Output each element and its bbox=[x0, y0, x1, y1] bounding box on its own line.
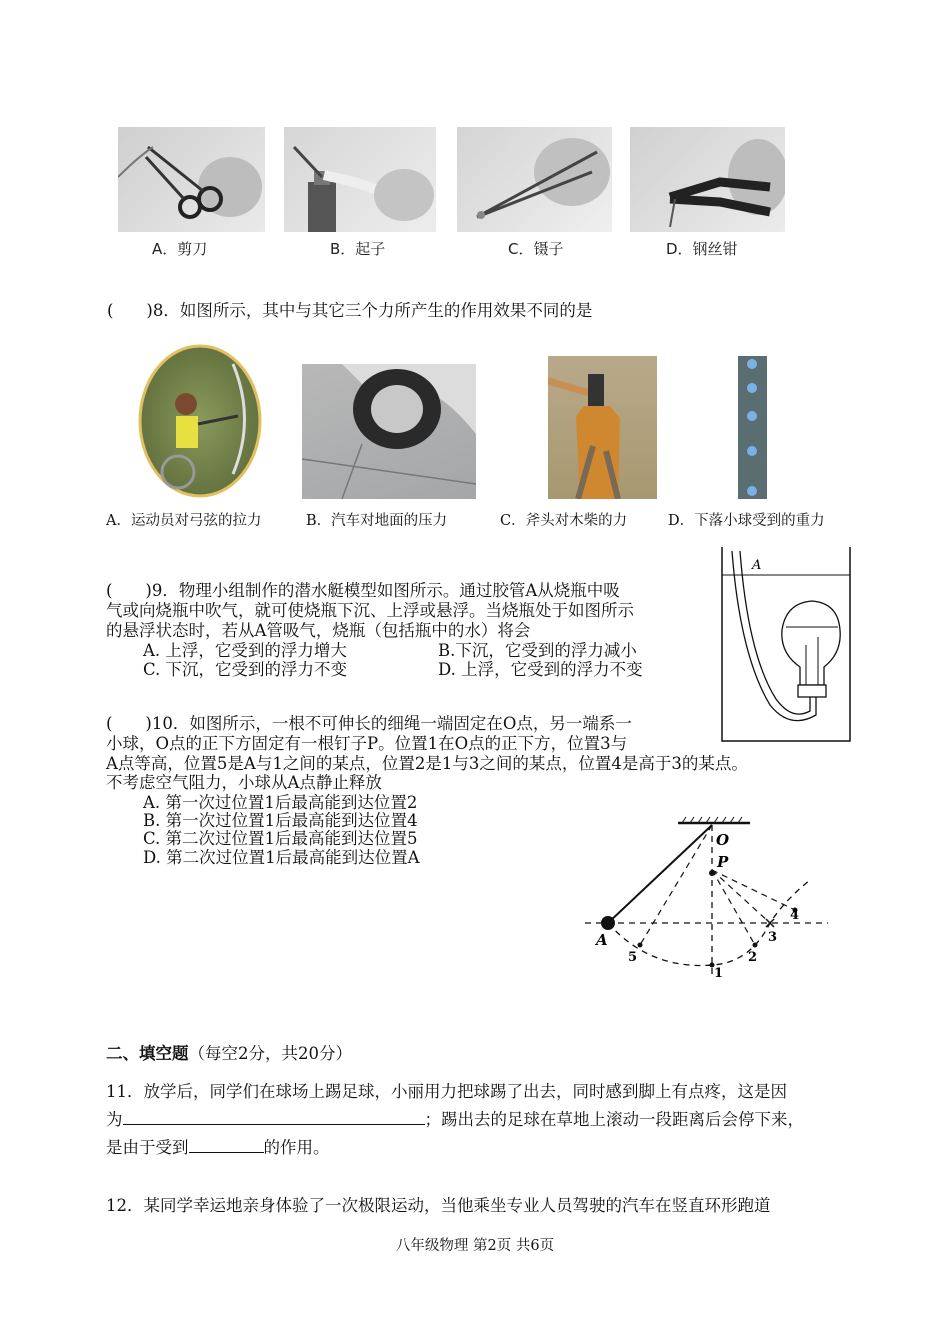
q10-line-4: 不考虑空气阻力，小球从A点静止释放 bbox=[106, 773, 382, 792]
tweezers-photo bbox=[457, 127, 612, 232]
scissors-photo bbox=[118, 127, 265, 232]
nail-p-label: P bbox=[717, 853, 729, 871]
q11-line-2-prefix: 为 bbox=[106, 1110, 123, 1129]
pliers-icon bbox=[630, 127, 785, 232]
axe-wood-photo bbox=[548, 356, 657, 499]
q10-option-d[interactable]: D. 第二次过位置1后最高能到达位置A bbox=[143, 848, 420, 867]
point-o-label: O bbox=[716, 831, 730, 849]
falling-ball-photo bbox=[738, 356, 767, 499]
q10-option-b[interactable]: B. 第一次过位置1后最高能到达位置4 bbox=[143, 811, 418, 830]
q9-line-1: ( )9．物理小组制作的潜水艇模型如图所示。通过胶管A从烧瓶中吸 bbox=[106, 581, 620, 600]
tool-caption-a: A．剪刀 bbox=[152, 240, 208, 258]
pliers-photo bbox=[630, 127, 785, 232]
q8-text: 8．如图所示，其中与其它三个力所产生的作用效果不同的是 bbox=[152, 301, 593, 320]
scissors-icon bbox=[118, 127, 265, 232]
bottle-opener-photo bbox=[284, 127, 436, 232]
position-2-label: 2 bbox=[748, 950, 758, 965]
car-tire-photo bbox=[302, 364, 476, 499]
tube-label-a: A bbox=[752, 558, 762, 573]
q10-line-2: 小球，O点的正下方固定有一根钉子P。位置1在O点的正下方，位置3与 bbox=[106, 734, 628, 753]
q10-line-1: ( )10．如图所示，一根不可伸长的细绳一端固定在O点，另一端系一 bbox=[106, 714, 632, 733]
tool-caption-b: B．起子 bbox=[330, 240, 386, 258]
position-4-label: 4 bbox=[790, 908, 800, 923]
q8-option-c: C．斧头对木柴的力 bbox=[500, 513, 628, 529]
q9-option-d[interactable]: D. 上浮，它受到的浮力不变 bbox=[438, 660, 643, 679]
q11-blank-1[interactable] bbox=[123, 1108, 425, 1125]
q9-option-c[interactable]: C. 下沉，它受到的浮力不变 bbox=[143, 660, 348, 679]
q11-line-2-suffix: ；踢出去的足球在草地上滚动一段距离后会停下来， bbox=[424, 1110, 804, 1129]
q9-option-a[interactable]: A. 上浮，它受到的浮力增大 bbox=[143, 641, 347, 660]
position-3-label: 3 bbox=[768, 930, 778, 945]
tool-caption-d: D．钢丝钳 bbox=[666, 240, 738, 258]
position-1-label: 1 bbox=[714, 966, 724, 980]
page-footer: 八年级物理 第2页 共6页 bbox=[395, 1238, 555, 1254]
q11-line-3-suffix: 的作用。 bbox=[263, 1138, 330, 1157]
q11-line-1: 11．放学后，同学们在球场上踢足球，小丽用力把球踢了出去，同时感到脚上有点疼，这是因 bbox=[106, 1082, 787, 1101]
bottle-opener-icon bbox=[284, 127, 436, 232]
position-5-label: 5 bbox=[628, 950, 638, 965]
q8-option-b: B．汽车对地面的压力 bbox=[306, 513, 448, 529]
pendulum-diagram bbox=[580, 815, 830, 980]
q12-line-1: 12．某同学幸运地亲身体验了一次极限运动，当他乘坐专业人员驾驶的汽车在竖直环形跑道 bbox=[106, 1196, 771, 1215]
q11-line-3 bbox=[106, 1134, 330, 1158]
section-2-note: （每空2分，共20分） bbox=[188, 1044, 352, 1063]
section-2-heading bbox=[106, 1040, 352, 1064]
q8-option-d: D．下落小球受到的重力 bbox=[668, 513, 825, 529]
falling-ball-icon bbox=[738, 356, 767, 499]
q9-line-2: 气或向烧瓶中吹气，就可使烧瓶下沉、上浮或悬浮。当烧瓶处于如图所示 bbox=[106, 601, 634, 620]
q8-stem bbox=[107, 297, 592, 321]
q11-blank-2[interactable] bbox=[189, 1136, 264, 1153]
submarine-model-diagram bbox=[720, 545, 852, 743]
point-a-label: A bbox=[596, 931, 608, 949]
section-2-title: 二、填空题 bbox=[106, 1044, 189, 1063]
tool-caption-c: C．镊子 bbox=[508, 240, 564, 258]
q10-option-a[interactable]: A. 第一次过位置1后最高能到达位置2 bbox=[143, 793, 418, 812]
q10-option-c[interactable]: C. 第二次过位置1后最高能到达位置5 bbox=[143, 829, 418, 848]
q11-line-2 bbox=[106, 1106, 804, 1130]
archer-photo bbox=[138, 344, 262, 498]
axe-wood-icon bbox=[548, 356, 657, 499]
q9-line-3: 的悬浮状态时，若从A管吸气，烧瓶（包括瓶中的水）将会 bbox=[106, 621, 531, 640]
q11-line-3-prefix: 是由于受到 bbox=[106, 1138, 189, 1157]
q8-option-a: A．运动员对弓弦的拉力 bbox=[106, 513, 262, 529]
q10-line-3: A点等高，位置5是A与1之间的某点，位置2是1与3之间的某点，位置4是高于3的某点。 bbox=[106, 754, 748, 773]
q9-option-b[interactable]: B.下沉，它受到的浮力减小 bbox=[438, 641, 637, 660]
car-tire-icon bbox=[302, 364, 476, 499]
archer-icon bbox=[138, 344, 262, 498]
tweezers-icon bbox=[457, 127, 612, 232]
pendulum-figure bbox=[580, 815, 830, 980]
q8-answer-bracket[interactable]: ( ) bbox=[107, 301, 153, 320]
submarine-model-figure bbox=[720, 545, 852, 743]
